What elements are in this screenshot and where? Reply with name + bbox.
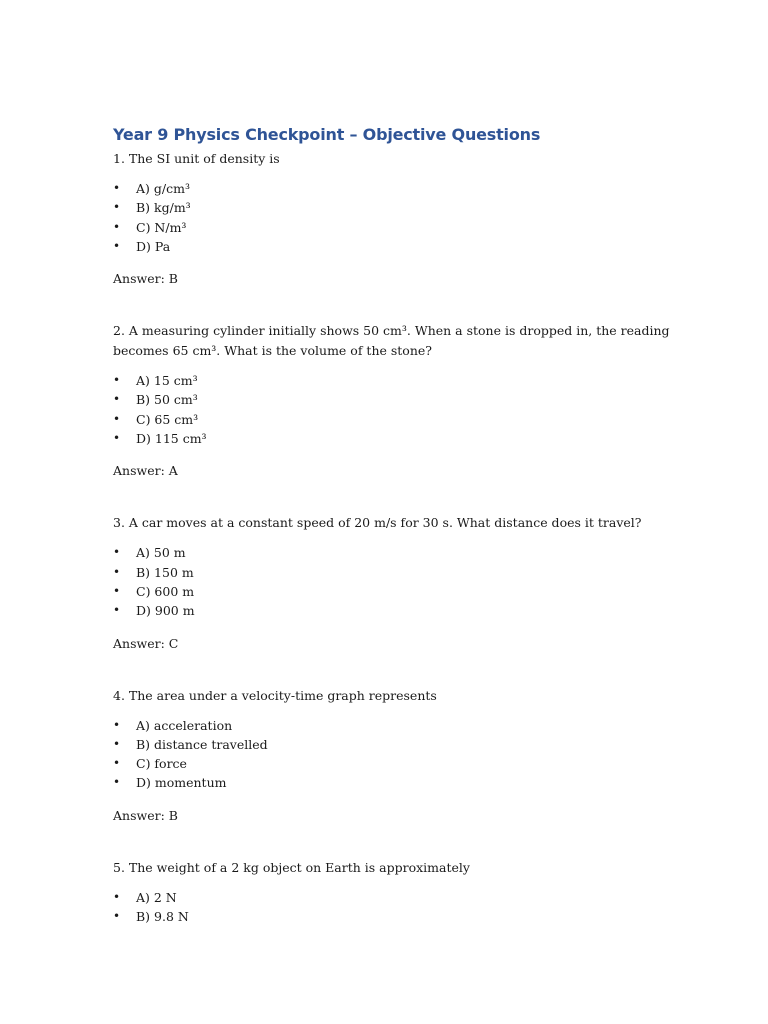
bullet-icon: • bbox=[113, 564, 121, 579]
bullet-icon: • bbox=[113, 431, 121, 446]
bullet-icon: • bbox=[113, 736, 121, 751]
question-5 bbox=[113, 858, 673, 927]
question-text: 5. The weight of a 2 kg object on Earth is approximately bbox=[113, 859, 470, 875]
option-item: • D) 900 m bbox=[113, 601, 673, 620]
bullet-icon: • bbox=[113, 583, 121, 598]
question-2 bbox=[113, 321, 673, 481]
option-item: • B) distance travelled bbox=[113, 735, 673, 754]
option-item: • D) 115 cm³ bbox=[113, 429, 673, 448]
question-3 bbox=[113, 513, 673, 653]
option-list bbox=[113, 179, 673, 256]
bullet-icon: • bbox=[113, 219, 121, 234]
bullet-icon: • bbox=[113, 889, 121, 904]
answer-text: Answer: C bbox=[113, 635, 179, 651]
bullet-icon: • bbox=[113, 181, 121, 195]
option-list bbox=[113, 716, 673, 793]
bullet-icon: • bbox=[113, 603, 121, 618]
option-item: • A) acceleration bbox=[113, 716, 673, 735]
option-item: • B) kg/m³ bbox=[113, 198, 673, 217]
question-4 bbox=[113, 686, 673, 826]
option-item: • A) 2 N bbox=[113, 888, 673, 907]
option-item: • A) 50 m bbox=[113, 543, 673, 562]
option-item: • D) momentum bbox=[113, 773, 673, 792]
bullet-icon: • bbox=[113, 238, 121, 253]
bullet-icon: • bbox=[113, 545, 121, 560]
option-item: • D) Pa bbox=[113, 237, 673, 256]
option-item: • C) 65 cm³ bbox=[113, 410, 673, 429]
document-title: Year 9 Physics Checkpoint – Objective Questions bbox=[113, 125, 541, 144]
bullet-icon: • bbox=[113, 411, 121, 426]
option-item: • C) 600 m bbox=[113, 582, 673, 601]
bullet-icon: • bbox=[113, 200, 121, 215]
option-item: • B) 150 m bbox=[113, 563, 673, 582]
option-list bbox=[113, 888, 673, 927]
bullet-icon: • bbox=[113, 909, 121, 924]
option-item: • C) N/m³ bbox=[113, 218, 673, 237]
question-text: 4. The area under a velocity-time graph represents bbox=[113, 687, 437, 703]
option-list bbox=[113, 371, 673, 448]
option-item: • B) 9.8 N bbox=[113, 907, 673, 926]
option-list bbox=[113, 543, 673, 620]
question-text: 3. A car moves at a constant speed of 20 m/s for 30 s. What distance does it travel? bbox=[113, 515, 642, 531]
option-item: • A) 15 cm³ bbox=[113, 371, 673, 390]
bullet-icon: • bbox=[113, 775, 121, 790]
bullet-icon: • bbox=[113, 717, 121, 732]
answer-text: Answer: B bbox=[113, 807, 178, 823]
option-item: • B) 50 cm³ bbox=[113, 390, 673, 409]
document-page bbox=[113, 124, 673, 926]
question-text: 2. A measuring cylinder initially shows 50 cm³. When a stone is dropped in, the reading becomes 65 cm³. What is the volume of the stone? bbox=[113, 323, 670, 359]
question-1 bbox=[113, 149, 673, 289]
option-item: • A) g/cm³ bbox=[113, 179, 673, 198]
bullet-icon: • bbox=[113, 373, 121, 388]
question-text: 1. The SI unit of density is bbox=[113, 151, 280, 166]
option-item: • C) force bbox=[113, 754, 673, 773]
answer-text: Answer: B bbox=[113, 271, 178, 287]
bullet-icon: • bbox=[113, 756, 121, 771]
answer-text: Answer: A bbox=[113, 463, 178, 479]
bullet-icon: • bbox=[113, 392, 121, 407]
